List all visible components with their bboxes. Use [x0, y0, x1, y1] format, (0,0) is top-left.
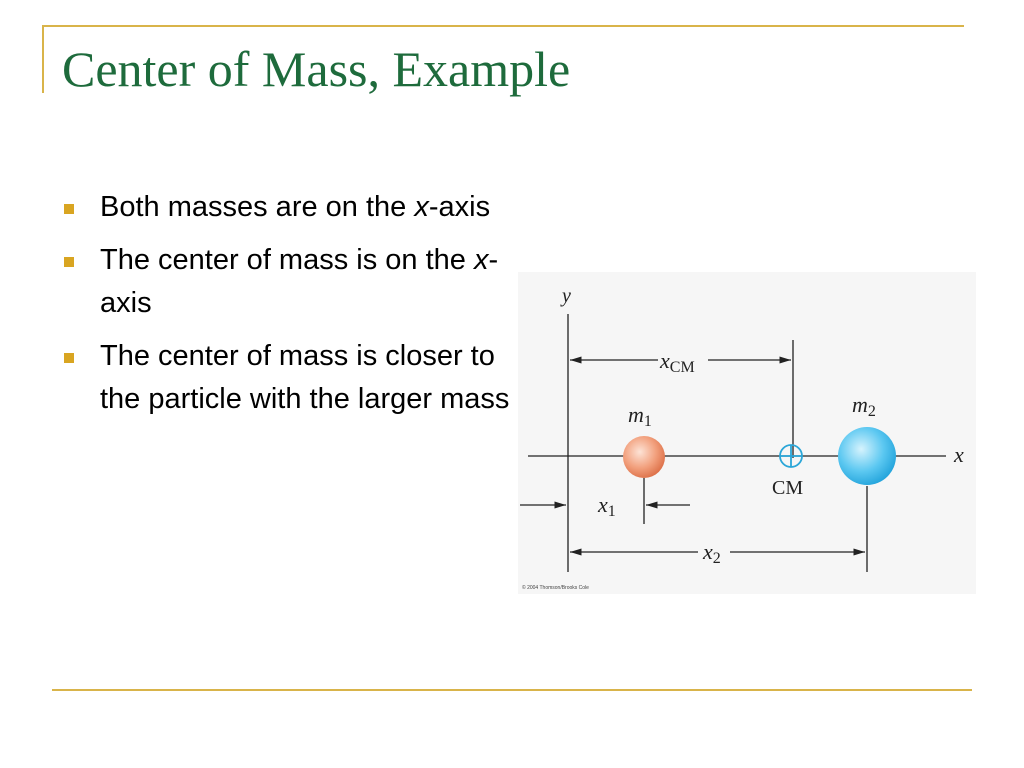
bullet-text-end: -axis	[428, 191, 491, 223]
bullet-list	[62, 186, 512, 431]
bullet-square-icon	[64, 204, 74, 214]
bullet-item	[62, 186, 512, 229]
bullet-text-end: -axis	[100, 244, 499, 319]
m1-label: m1	[628, 402, 652, 430]
top-frame-line	[42, 25, 964, 27]
cm-label: CM	[772, 477, 804, 499]
copyright-text: © 2004 Thomson/Brooks Cole	[522, 585, 589, 591]
mass2-sphere	[838, 427, 896, 485]
xcm-label: xCM	[660, 348, 695, 376]
slide-title: Center of Mass, Example	[62, 41, 571, 97]
bullet-item	[62, 335, 512, 421]
bullet-text: The center of mass is closer to the particle with the larger mass	[100, 340, 510, 415]
y-axis-label: y	[562, 285, 571, 307]
bullet-text: Both masses are on the	[100, 191, 415, 223]
mass1-sphere	[623, 436, 665, 478]
left-frame-line	[42, 25, 44, 93]
bullet-square-icon	[64, 257, 74, 267]
bullet-italic: x	[473, 244, 489, 276]
bullet-italic: x	[414, 191, 429, 223]
m2-label: m2	[852, 392, 876, 420]
bullet-text: The center of mass is on the	[100, 244, 474, 276]
x-axis-label: x	[954, 442, 964, 467]
bullet-square-icon	[64, 353, 74, 363]
x1-label: x1	[598, 492, 616, 520]
bullet-item	[62, 239, 512, 325]
bottom-frame-line	[52, 689, 972, 691]
diagram-svg	[518, 272, 976, 594]
x2-label: x2	[703, 539, 721, 567]
center-of-mass-diagram	[518, 272, 976, 594]
